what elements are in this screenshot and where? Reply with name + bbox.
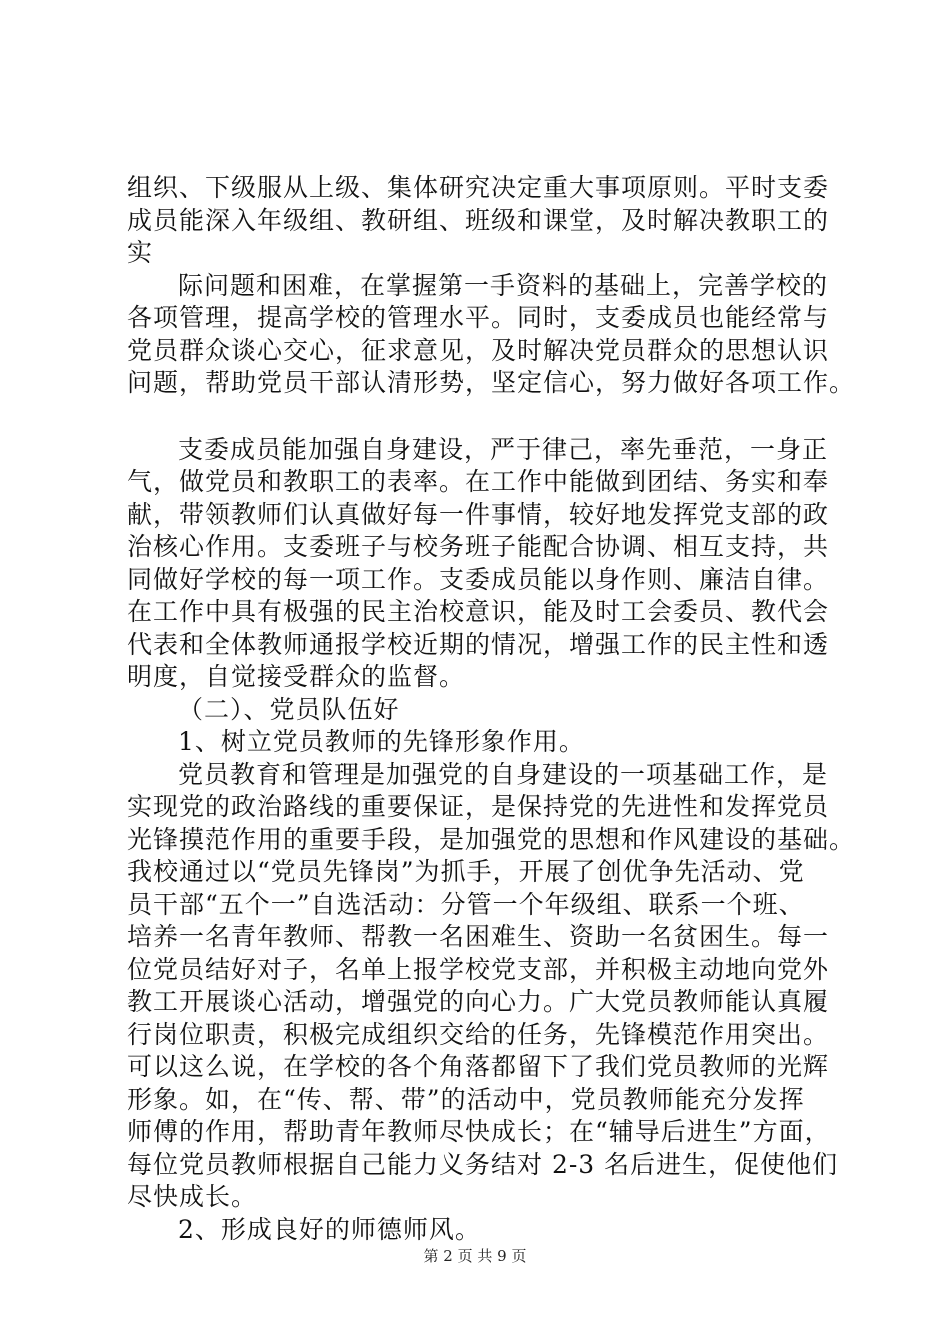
text-line: 实 xyxy=(127,238,154,267)
text-line: 党员群众谈心交心，征求意见，及时解决党员群众的思想认识 xyxy=(127,335,830,365)
text-line: 治核心作用。支委班子与校务班子能配合协调、相互支持，共 xyxy=(127,532,830,561)
text-line: 明度，自觉接受群众的监督。 xyxy=(127,662,466,691)
subsection-heading: 1、树立党员教师的先锋形象作用。 xyxy=(178,727,585,756)
document-body xyxy=(127,172,856,1246)
text-line: 组织、下级服从上级、集体研究决定重大事项原则。平时支委 xyxy=(127,173,830,202)
section-heading: （二）、党员队伍好 xyxy=(178,694,400,724)
text-line: 际问题和困难，在掌握第一手资料的基础上，完善学校的 xyxy=(178,270,829,300)
text-line: 献，带领教师们认真做好每一件事情，较好地发挥党支部的政 xyxy=(127,499,830,529)
paragraph-gap xyxy=(127,400,827,434)
text-line: 各项管理，提高学校的管理水平。同时，支委成员也能经常与 xyxy=(127,303,830,332)
text-line: 师傅的作用，帮助青年教师尽快成长；在“辅导后进生”方面， xyxy=(127,1117,831,1146)
subsection-heading: 2、形成良好的师德师风。 xyxy=(178,1214,481,1244)
text-line: 在工作中具有极强的民主治校意识，能及时工会委员、教代会 xyxy=(127,597,830,626)
text-line: 培养一名青年教师、帮教一名困难生、资助一名贫困生。每一 xyxy=(127,922,830,951)
text-line: 行岗位职责，积极完成组织交给的任务，先锋模范作用突出。 xyxy=(127,1019,830,1049)
text-line: 每位党员教师根据自己能力义务结对 2-3 名后进生，促使他们 xyxy=(127,1149,839,1179)
text-line: 形象。如，在“传、帮、带”的活动中，党员教师能充分发挥 xyxy=(127,1084,805,1114)
text-line: 气，做党员和教职工的表率。在工作中能做到团结、务实和奉 xyxy=(127,467,830,496)
text-line: 我校通过以“党员先锋岗”为抓手，开展了创优争先活动、党 xyxy=(127,857,805,886)
text-line: 尽快成长。 xyxy=(127,1182,258,1211)
text-line: 党员教育和管理是加强党的自身建设的一项基础工作，是 xyxy=(178,759,829,789)
page-number-footer: 第 2 页 共 9 页 xyxy=(423,1247,527,1265)
text-line: 问题，帮助党员干部认清形势，坚定信心，努力做好各项工作。 xyxy=(127,368,856,397)
text-line: 成员能深入年级组、教研组、班级和课堂，及时解决教职工的 xyxy=(127,205,830,235)
text-line: 实现党的政治路线的重要保证，是保持党的先进性和发挥党员 xyxy=(127,792,830,821)
text-line: 代表和全体教师通报学校近期的情况，增强工作的民主性和透 xyxy=(127,629,830,659)
text-line: 同做好学校的每一项工作。支委成员能以身作则、廉洁自律。 xyxy=(127,564,830,594)
text-line: 可以这么说，在学校的各个角落都留下了我们党员教师的光辉 xyxy=(127,1052,830,1081)
text-line: 教工开展谈心活动，增强党的向心力。广大党员教师能认真履 xyxy=(127,987,830,1016)
text-line: 光锋摸范作用的重要手段，是加强党的思想和作风建设的基础。 xyxy=(127,824,856,854)
text-line: 支委成员能加强自身建设，严于律己，率先垂范，一身正 xyxy=(178,434,829,464)
text-line: 员干部“五个一”自选活动：分管一个年级组、联系一个班、 xyxy=(127,889,805,919)
text-line: 位党员结好对子，名单上报学校党支部，并积极主动地向党外 xyxy=(127,954,830,984)
